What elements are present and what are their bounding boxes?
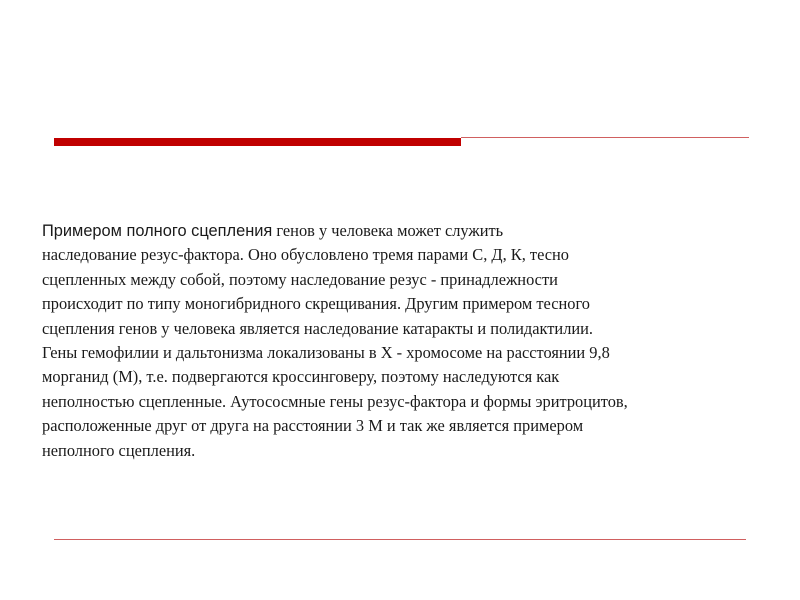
- text-line-9: расположенные друг от друга на расстоянии 3 М и так же является примером: [42, 416, 584, 436]
- text-line-1: [42, 219, 772, 243]
- text-line-3: сцепленных между собой, поэтому наследование резус - принадлежности: [42, 269, 558, 289]
- lead-phrase: Примером полного сцепления: [42, 222, 273, 240]
- text-line-6: Гены гемофилии и дальтонизма локализованы в Х - хромосоме на расстоянии 9,8: [42, 343, 610, 363]
- accent-bar: [54, 138, 461, 146]
- text-line-5: сцепления генов у человека является наследование катаракты и полидактилии.: [42, 318, 594, 338]
- text-line-2: наследование резус-фактора. Оно обусловлено тремя парами С, Д, К, тесно: [42, 245, 570, 265]
- text-line-1-rest: генов у человека может служить: [272, 221, 504, 240]
- text-line-8: неполностью сцепленные. Аутососмные гены резус-фактора и формы эритроцитов,: [42, 391, 628, 411]
- text-line-7: морганид (М), т.е. подвергаются кроссинговеру, поэтому наследуются как: [42, 367, 560, 387]
- text-line-4: происходит по типу моногибридного скрещивания. Другим примером тесного: [42, 294, 590, 314]
- text-line-10: неполного сцепления.: [42, 440, 196, 460]
- accent-line-top: [461, 137, 749, 138]
- slide-body-text: [42, 219, 772, 463]
- accent-line-bottom: [54, 539, 746, 540]
